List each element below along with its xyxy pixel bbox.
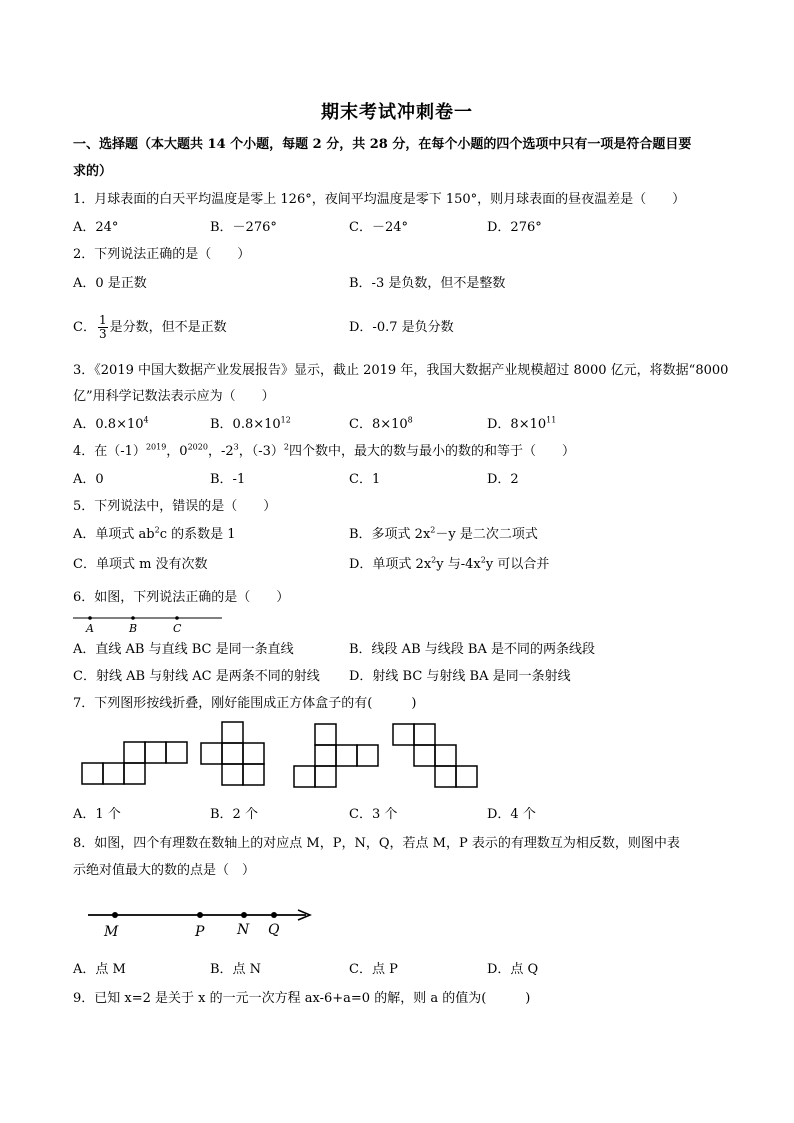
q3-option-c: [349, 416, 413, 434]
q4-stem-part: ，0: [166, 444, 188, 459]
q5-option-a-text: c 的系数是 1: [159, 527, 236, 542]
q7-option-d: D．4 个: [487, 807, 536, 822]
fraction: [98, 314, 108, 341]
q2-option-c-prefix: C．: [73, 320, 96, 335]
q4-stem: [73, 443, 575, 461]
point-m: [112, 912, 118, 918]
q2-option-d: D．-0.7 是负分数: [349, 320, 454, 335]
q4-option-c: C．1: [349, 472, 381, 487]
q1-stem: 1．月球表面的白天平均温度是零上 126°，夜间平均温度是零下 150°，则月球表面的昼夜温差是（ ）: [73, 192, 686, 207]
q3-stem-line2: 亿”用科学记数法表示应为（ ）: [73, 389, 275, 404]
exponent: 2: [431, 555, 437, 565]
point-label-p: P: [195, 924, 205, 940]
q2-option-c: [73, 311, 227, 345]
q9-stem: 9．已知 x=2 是关于 x 的一元一次方程 ax-6+a=0 的解，则 a 的值为( ): [73, 991, 531, 1006]
q8-option-c: C．点 P: [349, 962, 398, 977]
q6-option-b: B．线段 AB 与线段 BA 是不同的两条线段: [349, 642, 595, 657]
q7-option-c: C．3 个: [349, 807, 398, 822]
exponent: 2020: [187, 442, 208, 452]
exponent: 2: [283, 442, 289, 452]
point-label-n: N: [237, 922, 250, 938]
q3-option-d-base: D．8×10: [487, 417, 547, 432]
exponent: 2: [154, 525, 160, 535]
q5-option-d-text: y 与-4x: [436, 557, 481, 572]
q3-option-a-exp: 4: [143, 415, 149, 425]
point-label-q: Q: [268, 922, 280, 938]
cube-net-1: [82, 742, 187, 784]
q1-option-a: A．24°: [73, 220, 119, 235]
q8-stem-line1: 8．如图，四个有理数在数轴上的对应点 M，P，N，Q，若点 M，P 表示的有理数互为相反数，则图中表: [73, 836, 680, 851]
cube-net-3: [294, 724, 378, 787]
point-b: [131, 616, 135, 620]
q4-stem-part: ，（-3）: [238, 444, 284, 459]
point-q: [271, 912, 277, 918]
q4-option-b: B．-1: [210, 472, 246, 487]
q4-stem-part: 4．在（-1）: [73, 444, 146, 459]
q7-stem: 7．下列图形按线折叠，刚好能围成正方体盒子的有( ): [73, 696, 417, 711]
cube-net-4: [393, 724, 477, 787]
point-label-c: C: [173, 622, 182, 635]
q3-option-c-exp: 8: [407, 415, 413, 425]
q8-stem-line2: 示绝对值最大的数的点是（ ）: [73, 863, 256, 878]
point-c: [175, 616, 179, 620]
cube-net-2: [201, 722, 264, 785]
q3-option-b-base: B．0.8×10: [210, 417, 281, 432]
q5-option-a: [73, 526, 236, 544]
exponent: 2: [480, 555, 486, 565]
q4-option-d: D．2: [487, 472, 519, 487]
q7-option-a: A．1 个: [73, 807, 121, 822]
exponent: 3: [233, 442, 239, 452]
point-p: [197, 912, 203, 918]
q8-option-d: D．点 Q: [487, 962, 539, 977]
point-label-a: A: [86, 622, 94, 635]
point-label-b: B: [129, 622, 138, 635]
q4-stem-part: ，-2: [207, 444, 234, 459]
q6-option-d: D．射线 BC 与射线 BA 是同一条射线: [349, 669, 571, 684]
point-a: [88, 616, 92, 620]
q5-stem: 5．下列说法中，错误的是（ ）: [73, 499, 277, 514]
q7-option-b: B．2 个: [210, 807, 258, 822]
q3-stem-line1: 3．《2019 中国大数据产业发展报告》显示，截止 2019 年，我国大数据产业规模超过 8000 亿元，将数据“8000: [73, 363, 729, 378]
q6-line-figure: [70, 612, 230, 636]
fraction-numerator: 1: [98, 313, 107, 327]
q5-option-b-text: －y 是二次二项式: [435, 527, 538, 542]
q3-option-d-exp: 11: [546, 415, 557, 425]
q3-option-d: [487, 416, 556, 434]
q3-option-a-base: A．0.8×10: [73, 417, 144, 432]
page-title: 期末考试冲刺卷一: [321, 102, 473, 123]
q2-stem: 2．下列说法正确的是（ ）: [73, 247, 251, 262]
q7-cube-nets-figure: [80, 720, 480, 790]
q5-option-d-text: D．单项式 2x: [349, 557, 432, 572]
q3-option-b-exp: 12: [280, 415, 291, 425]
q2-option-a: A．0 是正数: [73, 276, 147, 291]
q2-option-b: B．-3 是负数，但不是整数: [349, 276, 506, 291]
q8-option-a: A．点 M: [73, 962, 126, 977]
q1-option-b: B．－276°: [210, 220, 277, 235]
exponent: 2019: [145, 442, 167, 452]
q5-option-d-text: y 可以合并: [485, 557, 550, 572]
q4-option-a: A．0: [73, 472, 104, 487]
fraction-denominator: 3: [98, 327, 107, 341]
q6-option-c: C．射线 AB 与射线 AC 是两条不同的射线: [73, 669, 320, 684]
q1-option-c: C．－24°: [349, 220, 408, 235]
section-header-line1: 一、选择题（本大题共 14 个小题，每题 2 分，共 28 分，在每个小题的四个选项中只有一项是符合题目要: [73, 137, 692, 152]
q5-option-b-text: B．多项式 2x: [349, 527, 431, 542]
q8-number-line-figure: [88, 903, 318, 943]
q1-option-d: D．276°: [487, 220, 542, 235]
q5-option-d: [349, 556, 549, 574]
point-n: [241, 912, 247, 918]
exponent: 2: [430, 525, 436, 535]
q3-option-a: [73, 416, 149, 434]
point-label-m: M: [104, 924, 119, 940]
q5-option-b: [349, 526, 538, 544]
q5-option-a-text: A．单项式 ab: [73, 527, 155, 542]
q6-option-a: A．直线 AB 与直线 BC 是同一条直线: [73, 642, 294, 657]
q8-option-b: B．点 N: [210, 962, 262, 977]
q3-option-c-base: C．8×10: [349, 417, 408, 432]
q2-option-c-text: 是分数，但不是正数: [109, 320, 227, 335]
q3-option-b: [210, 416, 291, 434]
q4-stem-part: 四个数中，最大的数与最小的数的和等于（ ）: [288, 444, 575, 459]
q6-stem: 6．如图，下列说法正确的是（ ）: [73, 590, 290, 605]
q5-option-c: C．单项式 m 没有次数: [73, 557, 208, 572]
section-header-line2: 求的）: [73, 164, 113, 179]
